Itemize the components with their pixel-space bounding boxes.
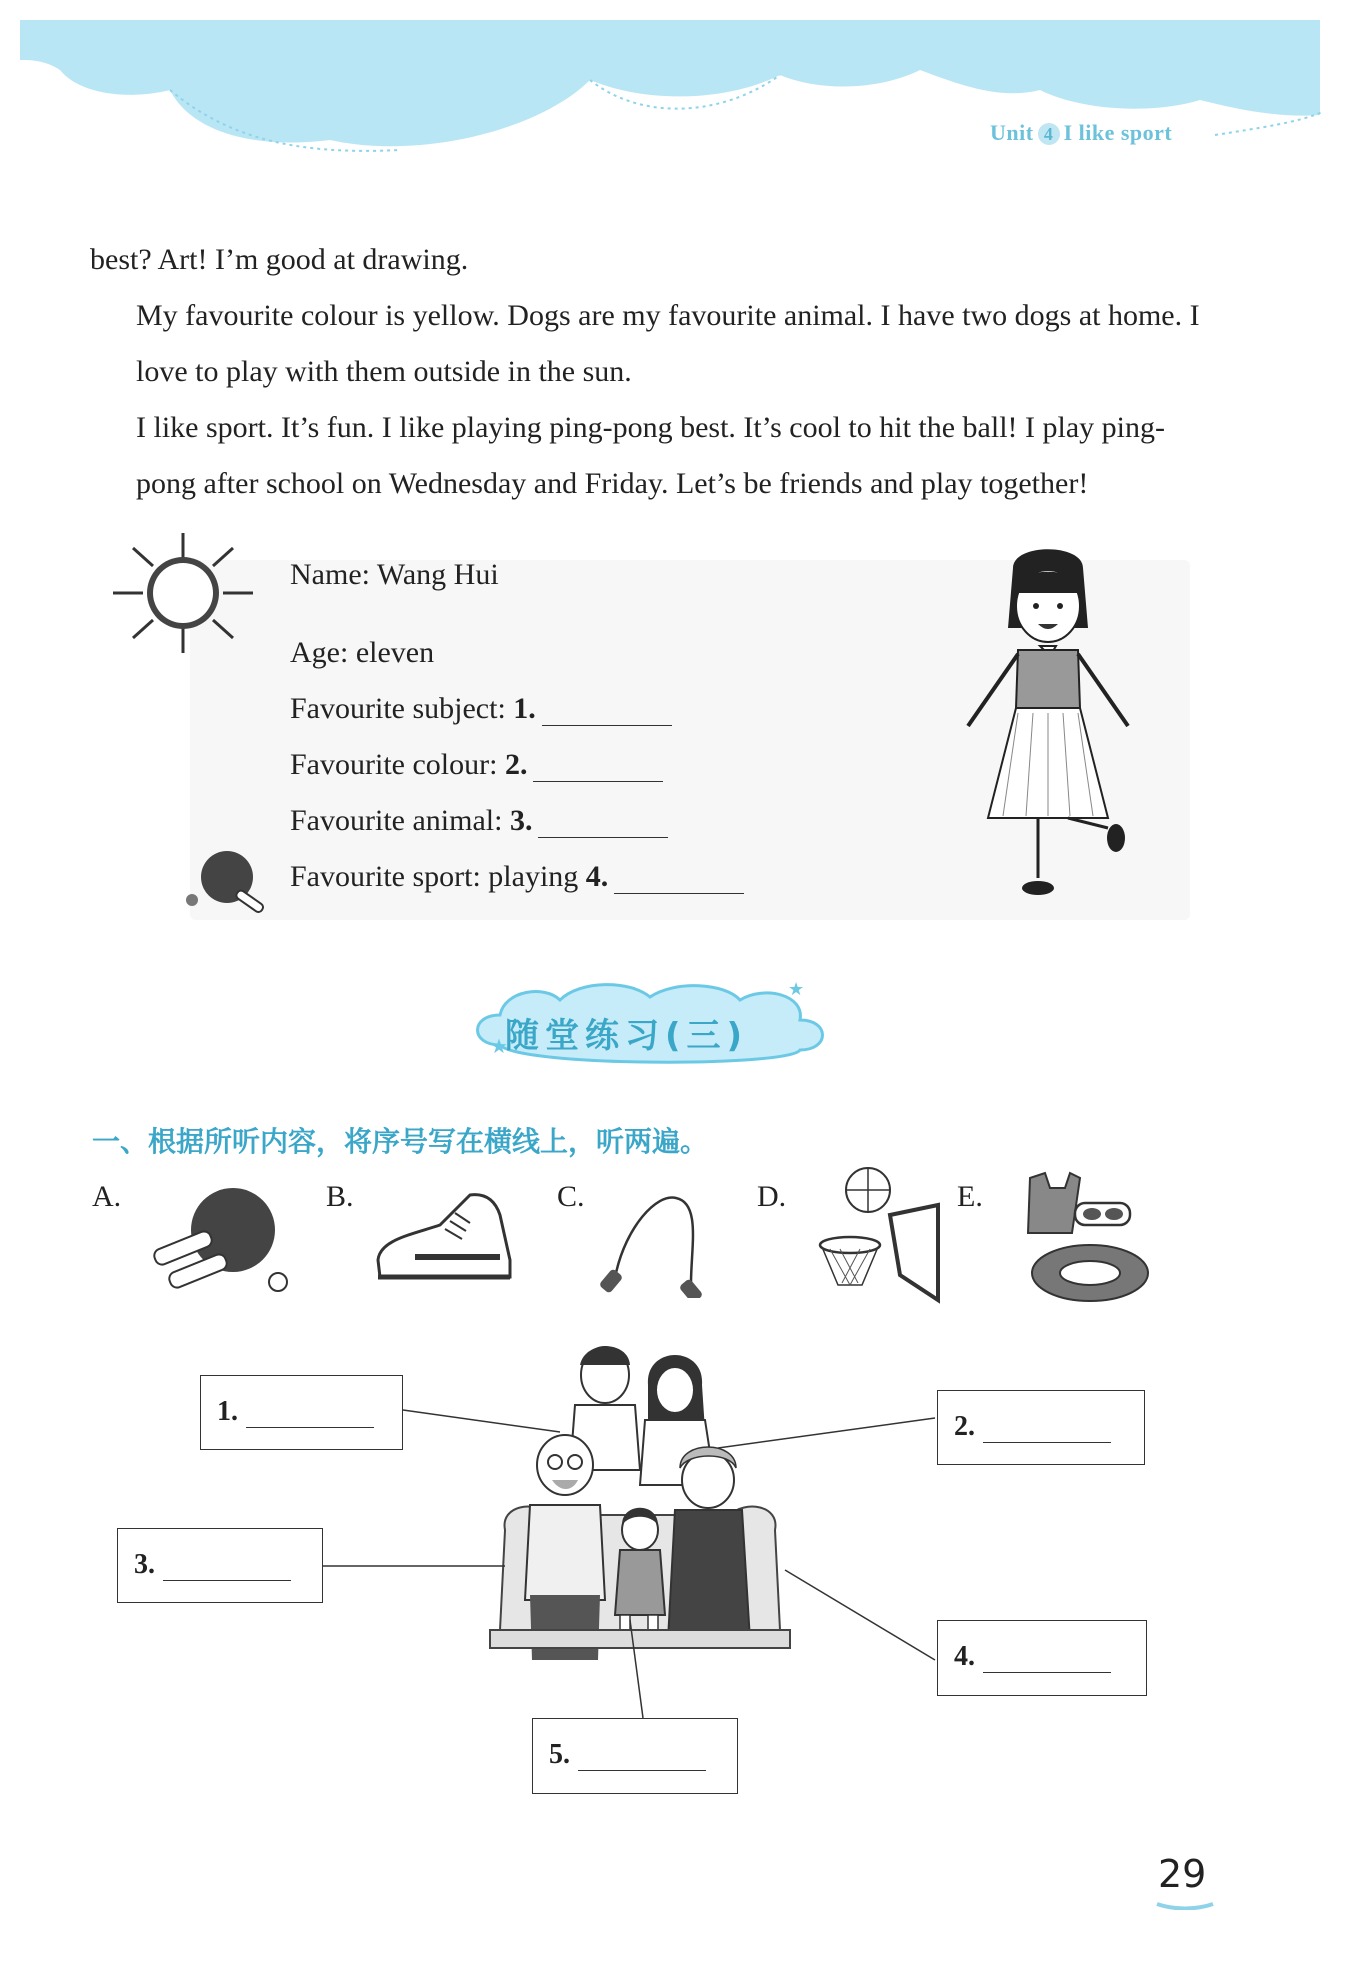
svg-text:★: ★ [788,979,805,1000]
answer-box-3[interactable]: 3. [117,1528,323,1603]
profile-age: Age: eleven [290,636,435,669]
page-number-underline [1155,1898,1215,1910]
option-b-label: B. [326,1180,354,1213]
option-a-label: A. [92,1180,122,1213]
section-title: 随堂练习(三) [505,1016,749,1056]
unit-number-badge: 4 [1038,123,1060,145]
profile-name: Name: Wang Hui [290,558,499,591]
option-c-label: C. [557,1180,585,1213]
option-e-label: E. [957,1180,983,1213]
answer-box-4[interactable]: 4. [937,1620,1147,1696]
profile-sport-row: Favourite sport: playing 4. [290,860,744,894]
answer-line-3[interactable] [163,1556,291,1581]
header-unit-title: Unit 4 I like sport [990,120,1173,145]
answer-line-5[interactable] [578,1746,706,1771]
answer-box-2[interactable]: 2. [937,1390,1145,1465]
listening-instruction: 一、根据所听内容，将序号写在横线上，听两遍。 [92,1125,709,1158]
answer-line-4[interactable] [983,1648,1111,1673]
answer-box-5[interactable]: 5. [532,1718,738,1794]
svg-text:★: ★ [490,1034,508,1058]
answer-line-2[interactable] [983,1418,1111,1443]
page-number: 29 [1158,1852,1207,1896]
option-d-label: D. [757,1180,787,1213]
profile-colour-row: Favourite colour: 2. [290,748,663,782]
passage-line-1: best? Art! I’m good at drawing. [90,243,469,276]
passage-paragraph-3: I like sport. It’s fun. I like playing ping-pong best. It’s cool to hit the ball! I play ping-pong after school on Wednesday and Friday. Let’s be friends and play together! [136,411,1165,500]
profile-animal-row: Favourite animal: 3. [290,804,668,838]
answer-line-1[interactable] [246,1403,374,1428]
passage-paragraph-2: My favourite colour is yellow. Dogs are my favourite animal. I have two dogs at home. I love to play with them outside in the sun. [136,299,1200,388]
profile-subject-row: Favourite subject: 1. [290,692,672,726]
answer-box-1[interactable]: 1. [200,1375,403,1450]
